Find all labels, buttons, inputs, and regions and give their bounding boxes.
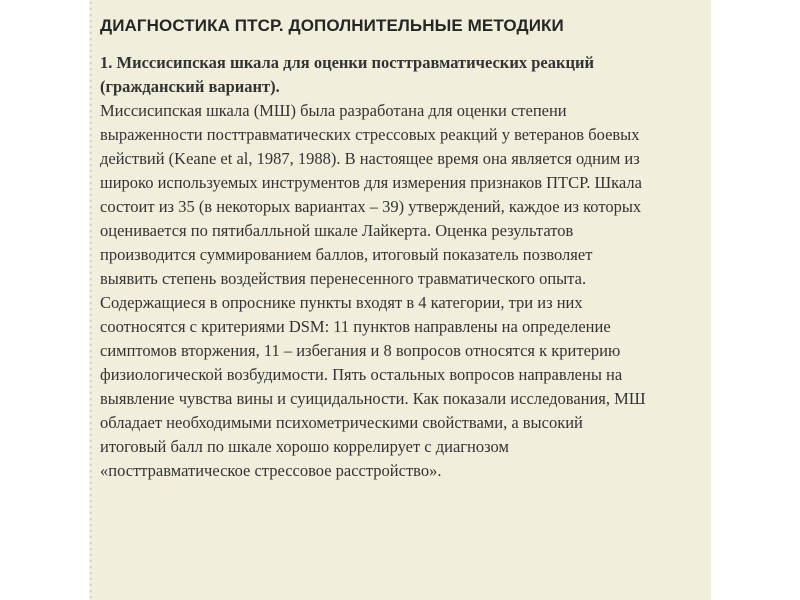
section-heading-line: (гражданский вариант). [100, 77, 280, 96]
body-paragraph [100, 99, 708, 483]
body-line: Миссисипская шкала (МШ) была разработана для оценки степени [100, 101, 567, 120]
body-line: выявить степень воздействия перенесенного травматического опыта. [100, 269, 587, 288]
body-line: выраженности посттравматических стрессовых реакций у ветеранов боевых [100, 125, 640, 144]
body-line: действий (Keane et al, 1987, 1988). В настоящее время она является одним из [100, 149, 640, 168]
body-line: производится суммированием баллов, итоговый показатель позволяет [100, 245, 593, 264]
body-line: Содержащиеся в опроснике пункты входят в 4 категории, три из них [100, 293, 583, 312]
body-line: итоговый балл по шкале хорошо коррелирует с диагнозом [100, 437, 509, 456]
body-line: симптомов вторжения, 11 – избегания и 8 вопросов относятся к критерию [100, 341, 621, 360]
body-line: выявление чувства вины и суицидальности. Как показали исследования, МШ [100, 389, 646, 408]
body-line: обладает необходимыми психометрическими свойствами, а высокий [100, 413, 583, 432]
body-line: «посттравматическое стрессовое расстройство». [100, 461, 442, 480]
body-line: соотносятся с критериями DSM: 11 пунктов направлены на определение [100, 317, 611, 336]
slide-content [100, 51, 708, 483]
body-line: широко используемых инструментов для измерения признаков ПТСР. Шкала [100, 173, 642, 192]
section-heading-line: 1. Миссисипская шкала для оценки посттравматических реакций [100, 53, 594, 72]
section-heading [100, 51, 708, 99]
body-line: физиологической возбудимости. Пять остальных вопросов направлены на [100, 365, 623, 384]
body-line: состоит из 35 (в некоторых вариантах – 39) утверждений, каждое из которых [100, 197, 642, 216]
decorative-dotted-edge [89, 0, 93, 600]
slide-title: ДИАГНОСТИКА ПТСР. ДОПОЛНИТЕЛЬНЫЕ МЕТОДИКИ [100, 16, 564, 35]
body-line: оценивается по пятибалльной шкале Лайкерта. Оценка результатов [100, 221, 574, 240]
